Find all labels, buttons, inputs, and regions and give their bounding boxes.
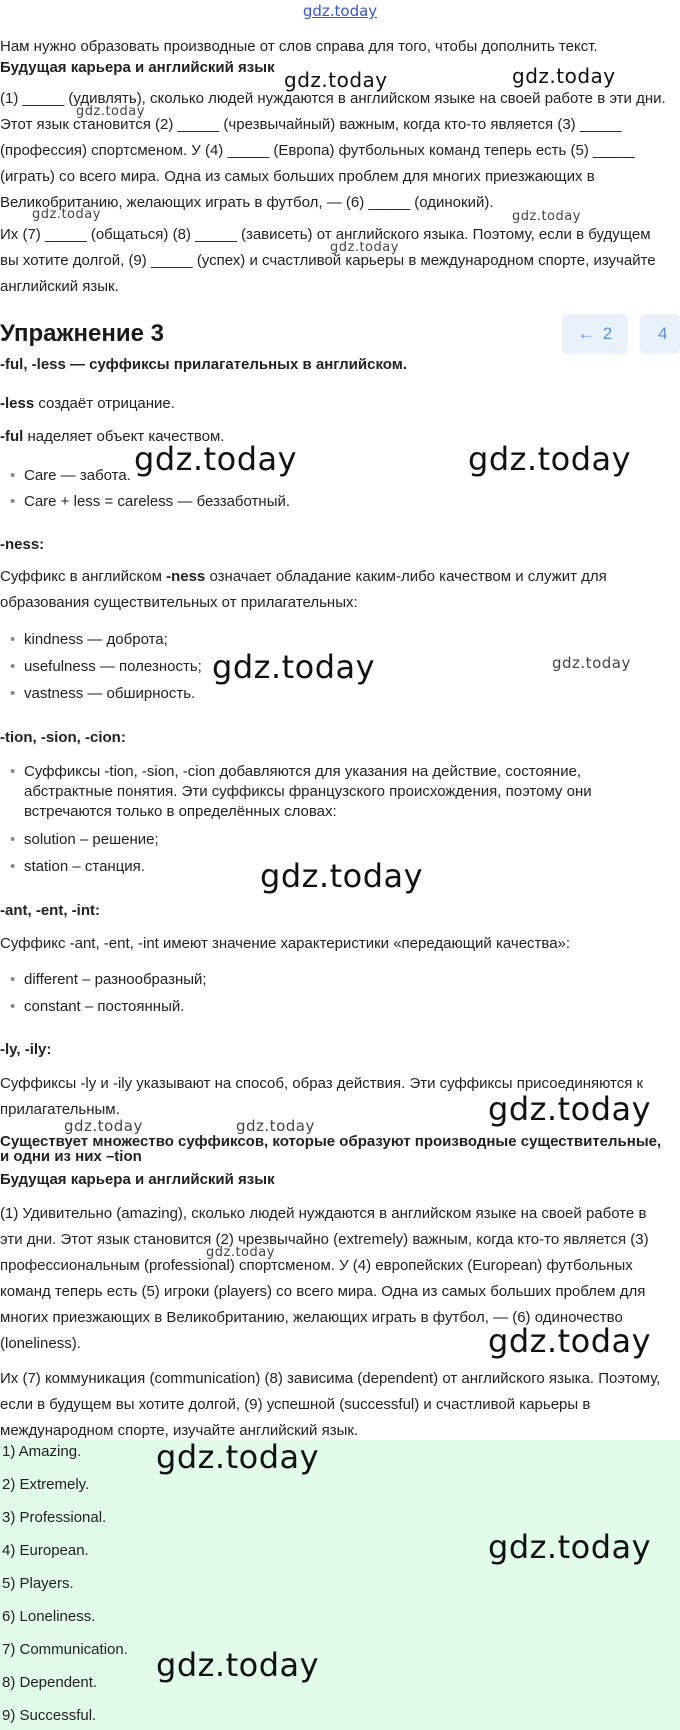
watermark: gdz.today <box>156 1646 320 1684</box>
watermark: gdz.today <box>64 1117 143 1135</box>
tion-heading: -tion, -sion, -cion: <box>0 729 126 746</box>
translation-paragraph-2: Их (7) коммуникация (communication) (8) зависима (dependent) от английского языка. Поэтому, если в будущем вы хотите долгой, (9) успешной (successful) и счастливой карьеры в международном спорте, изучайте английский язык. <box>0 1370 661 1439</box>
answers-panel <box>0 1440 680 1730</box>
watermark: gdz.today <box>260 857 424 895</box>
watermark: gdz.today <box>552 654 631 672</box>
answer-item: 3) Professional. <box>2 1509 107 1526</box>
watermark: gdz.today <box>212 648 376 686</box>
answer-item: 8) Dependent. <box>2 1674 98 1691</box>
watermark: gdz.today <box>32 207 101 222</box>
theory-cut-line: -ful, -less — суффиксы прилагательных в английском. <box>0 356 408 373</box>
ant-heading: -ant, -ent, -int: <box>0 902 100 919</box>
task-paragraph-2: Их (7) _____ (общаться) (8) _____ (зависеть) от английского языка. Поэтому, если в будущем вы хотите долгой, (9) _____ (успех) и счастливой карьеры в международном спорте, изучайте английский язык. <box>0 226 656 295</box>
list-item: • solution – решение; <box>24 828 672 852</box>
prev-exercise-button[interactable] <box>562 314 628 354</box>
watermark: gdz.today <box>156 1438 320 1476</box>
site-title-link[interactable]: gdz.today <box>302 2 378 20</box>
ly-definition: Суффиксы -ly и -ily указывают на способ, образ действия. Эти суффиксы присоединяются к прилагательным. <box>0 1075 644 1118</box>
answer-item: 1) Amazing. <box>2 1443 82 1460</box>
translation-heading: Будущая карьера и английский язык <box>0 1171 275 1188</box>
task-intro: Нам нужно образовать производные от слов справа для того, чтобы дополнить текст. <box>0 38 598 55</box>
prev-exercise-label: 2 <box>602 324 613 343</box>
watermark: gdz.today <box>330 240 399 255</box>
list-item: • usefulness — полезность; <box>24 655 672 679</box>
translation-paragraph-1: (1) Удивительно (amazing), сколько людей нуждаются в английском языке на своей работе в эти дни. Этот язык становится (2) чрезвычайно (extremely) важным, когда кто-то является (3) профессиональным (professional) спортсменом. У (4) европейских (European) футбольных команд теперь есть (5) игроки (players) со всего мира. Одна из самых больших проблем для многих приезжающих в Великобританию, желающих играть в футбол, — (6) одиночество (loneliness). <box>0 1205 649 1352</box>
watermark: gdz.today <box>206 1245 275 1260</box>
answer-item: 5) Players. <box>2 1575 74 1592</box>
summary-line: Существует множество суффиксов, которые образуют производные существительные, <box>0 1133 662 1150</box>
watermark: gdz.today <box>488 1090 652 1128</box>
watermark: gdz.today <box>488 1528 652 1566</box>
list-item: • different – разнообразный; <box>24 968 672 992</box>
answer-item: 2) Extremely. <box>2 1476 90 1493</box>
ful-definition: -ful наделяет объект качеством. <box>0 428 225 445</box>
list-item: • vastness — обширность. <box>24 682 672 706</box>
list-item: • Care — забота. <box>24 464 672 488</box>
watermark: gdz.today <box>468 440 632 478</box>
watermark: gdz.today <box>512 64 616 88</box>
ant-definition: Суффикс -ant, -ent, -int имеют значение характеристики «передающий качества»: <box>0 935 571 952</box>
list-item: • station – станция. <box>24 855 672 879</box>
task-paragraph-1: (1) _____ (удивлять), сколько людей нуждаются в английском языке на своей работе в эти дни. Этот язык становится (2) _____ (чрезвычайный) важным, когда кто-то является (3) _____ (профессия) спортсменом. У (4) _____ (Европа) футбольных команд теперь есть (5) _____ (играть) со всего мира. Одна из самых больших проблем для многих приезжающих в Великобританию, желающих играть в футбол, — (6) _____ (одинокий). <box>0 90 666 211</box>
answer-item: 6) Loneliness. <box>2 1608 96 1625</box>
list-item: • Care + less = careless — беззаботный. <box>24 490 672 514</box>
answer-item: 4) European. <box>2 1542 89 1559</box>
next-exercise-label: 4 <box>658 324 668 343</box>
ly-heading: -ly, -ily: <box>0 1041 52 1058</box>
watermark: gdz.today <box>134 440 298 478</box>
answer-item: 7) Communication. <box>2 1641 128 1658</box>
answer-item: 9) Successful. <box>2 1707 97 1724</box>
watermark: gdz.today <box>284 68 388 92</box>
ness-heading: -ness: <box>0 536 45 553</box>
task-heading: Будущая карьера и английский язык <box>0 59 275 76</box>
ness-definition: Суффикс в английском -ness означает обладание каким-либо качеством и служит для образования существительных от прилагательных: <box>0 568 607 611</box>
list-item: • constant – постоянный. <box>24 995 672 1019</box>
watermark: gdz.today <box>76 104 145 119</box>
less-definition: -less создаёт отрицание. <box>0 395 175 412</box>
next-exercise-button[interactable] <box>640 314 680 354</box>
arrow-left-icon: ← <box>577 324 595 343</box>
summary-cut-line: и одни из них –tion <box>0 1148 142 1165</box>
list-item: • kindness — доброта; <box>24 628 672 652</box>
watermark: gdz.today <box>488 1322 652 1360</box>
watermark: gdz.today <box>512 209 581 224</box>
list-item: • Суффиксы -tion, -sion, -cion добавляются для указания на действие, состояние, абстрактные понятия. Эти суффиксы французского происхождения, поэтому они встречаются только в определённых словах: <box>24 762 672 822</box>
watermark: gdz.today <box>236 1117 315 1135</box>
exercise-title: Упражнение 3 <box>0 320 164 347</box>
